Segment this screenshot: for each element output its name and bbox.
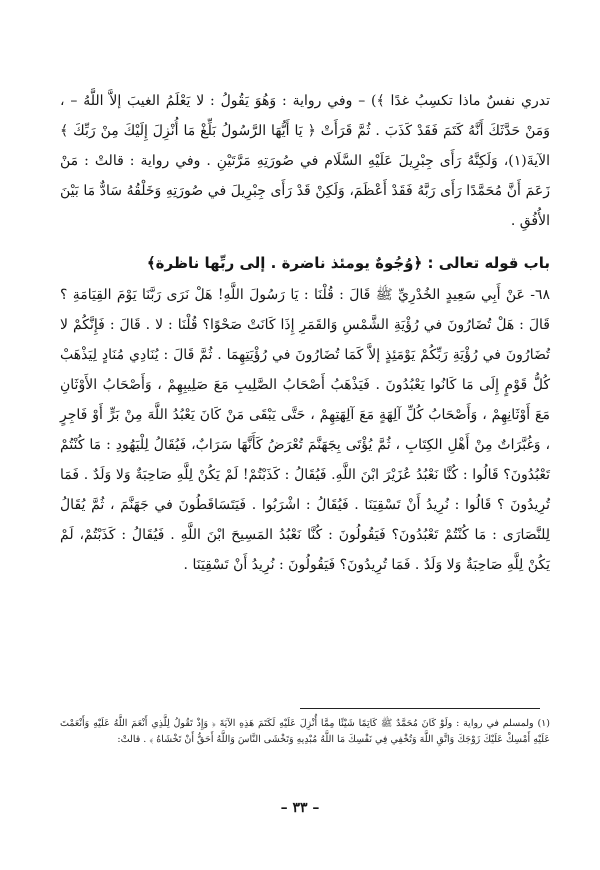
- page-body: [60, 86, 550, 580]
- page-number: – ٣٣ –: [280, 800, 320, 816]
- footnote-divider: [300, 708, 540, 709]
- hadith-paragraph: ٦٨- عَنْ أَبِي سَعِيدٍ الخُدْرِيِّ ﷺ قَالَ : قُلْنَا : يَا رَسُولَ اللَّهِ! هَلْ نَرَى رَبَّنَا يَوْمَ القِيَامَةِ ؟ قَالَ : هَلْ تُضَارُونَ في رُؤْيَةِ الشَّمْسِ وَالقَمَرِ إِذَا كَانَتْ صَحْوًا؟ قُلْنَا : لا . قَالَ : فَإِنَّكُمْ لا تُضَارُونَ في رُؤْيَةِ رَبِّكُمْ يَوْمَئِذٍ إلاَّ كَمَا تُضَارُونَ في رُؤْيَتِهِمَا . ثُمَّ قَالَ : يُنَادِي مُنَادٍ لِيَذْهَبْ كُلُّ قَوْمٍ إِلَى مَا كَانُوا يَعْبُدُونَ . فَيَذْهَبُ أَصْحَابُ الصَّلِيبِ مَعَ صَلِيبِهِمْ ، وَأَصْحَابُ الأَوْثَانِ مَعَ أَوْثَانِهِمْ ، وَأَصْحَابُ كُلِّ آلِهَةٍ مَعَ آلِهَتِهِمْ ، حَتَّى يَبْقَى مَنْ كَانَ يَعْبُدُ اللَّهَ مِنْ بَرٍّ أَوْ فَاجِرٍ ، وَغُبَّرَاتٌ مِنْ أَهْلِ الكِتَابِ ، ثُمَّ يُؤْتَى بِجَهَنَّمَ تُعْرَضُ كَأَنَّهَا سَرَابٌ، فَيُقَالُ لِلْيَهُودِ : مَا كُنْتُمْ تَعْبُدُونَ؟ قَالُوا : كُنَّا نَعْبُدُ عُزَيْرَ ابْنَ اللَّهِ. فَيُقَالُ : كَذَبْتُمْ! لَمْ يَكُنْ لِلَّهِ صَاحِبَةٌ وَلا وَلَدٌ . فَمَا تُرِيدُونَ ؟ قَالُوا : نُرِيدُ أَنْ تَسْقِيَنَا . فَيُقَالُ : اشْرَبُوا . فَيَتَسَاقَطُونَ في جَهَنَّمَ ، ثُمَّ يُقَالُ لِلنَّصَارَى : مَا كُنْتُمْ تَعْبُدُونَ؟ فَيَقُولُونَ : كُنَّا نَعْبُدُ المَسِيحَ ابْنَ اللَّهِ . فَيُقَالُ : كَذَبْتُمْ، لَمْ يَكُنْ لِلَّهِ صَاحِبَةٌ وَلا وَلَدٌ . فَمَا تُرِيدُونَ؟ فَيَقُولُونَ : نُرِيدُ أَنْ تَسْقِيَنَا .: [60, 287, 550, 573]
- continuation-paragraph: تدري نفسٌ ماذا تكسِبُ غدًا ﴾) – وفي رواية : وَهُوَ يَقُولُ : لا يَعْلَمُ الغيبَ إلاَّ اللَّهُ – ، وَمَنْ حَدَّثَكَ أَنَّهُ كَتَمَ فَقَدْ كَذَبَ . ثُمَّ قَرَأَتْ ﴿ يَا أَيُّهَا الرَّسُولُ بَلِّغْ مَا أُنْزِلَ إِلَيْكَ مِنْ رَبِّكَ ﴾ الآيةَ(١)، وَلَكِنَّهُ رَأَى جِبْرِيلَ عَلَيْهِ السَّلَام في صُورَتِهِ مَرَّتَيْنِ . وفي رواية : قالتْ : مَنْ زَعَمَ أَنَّ مُحَمَّدًا رَأَى رَبَّهُ فَقَدْ أَعْظَمَ، وَلَكِنْ قَدْ رَأَى جِبْرِيلَ في صُورَتِهِ وَخَلْقُهُ سَادٌّ مَا بَيْنَ الأُفُقِ .: [60, 93, 550, 229]
- footnote: (١) ولمسلم في رواية : ولَوْ كَانَ مُحَمَّدٌ ﷺ كَاتِمًا شَيْئًا مِمَّا أُنْزِلَ عَلَيْهِ لَكَتَمَ هَذِهِ الآيَةَ ﴿ وَإِذْ تَقُولُ لِلَّذِي أَنْعَمَ اللَّهُ عَلَيْهِ وَأَنْعَمْتَ عَلَيْهِ أَمْسِكْ عَلَيْكَ زَوْجَكَ وَاتَّقِ اللَّهَ وَتُخْفِي فِي نَفْسِكَ مَا اللَّهُ مُبْدِيهِ وَتَخْشَى النَّاسَ وَاللَّهُ أَحَقُّ أَنْ تَخْشَاهُ ﴾ . قالتْ:: [60, 718, 550, 745]
- chapter-heading: باب قوله تعالى : ﴿وُجُوهٌ يومئذ ناضرة . إلى ربِّها ناظرة﴾: [146, 254, 550, 272]
